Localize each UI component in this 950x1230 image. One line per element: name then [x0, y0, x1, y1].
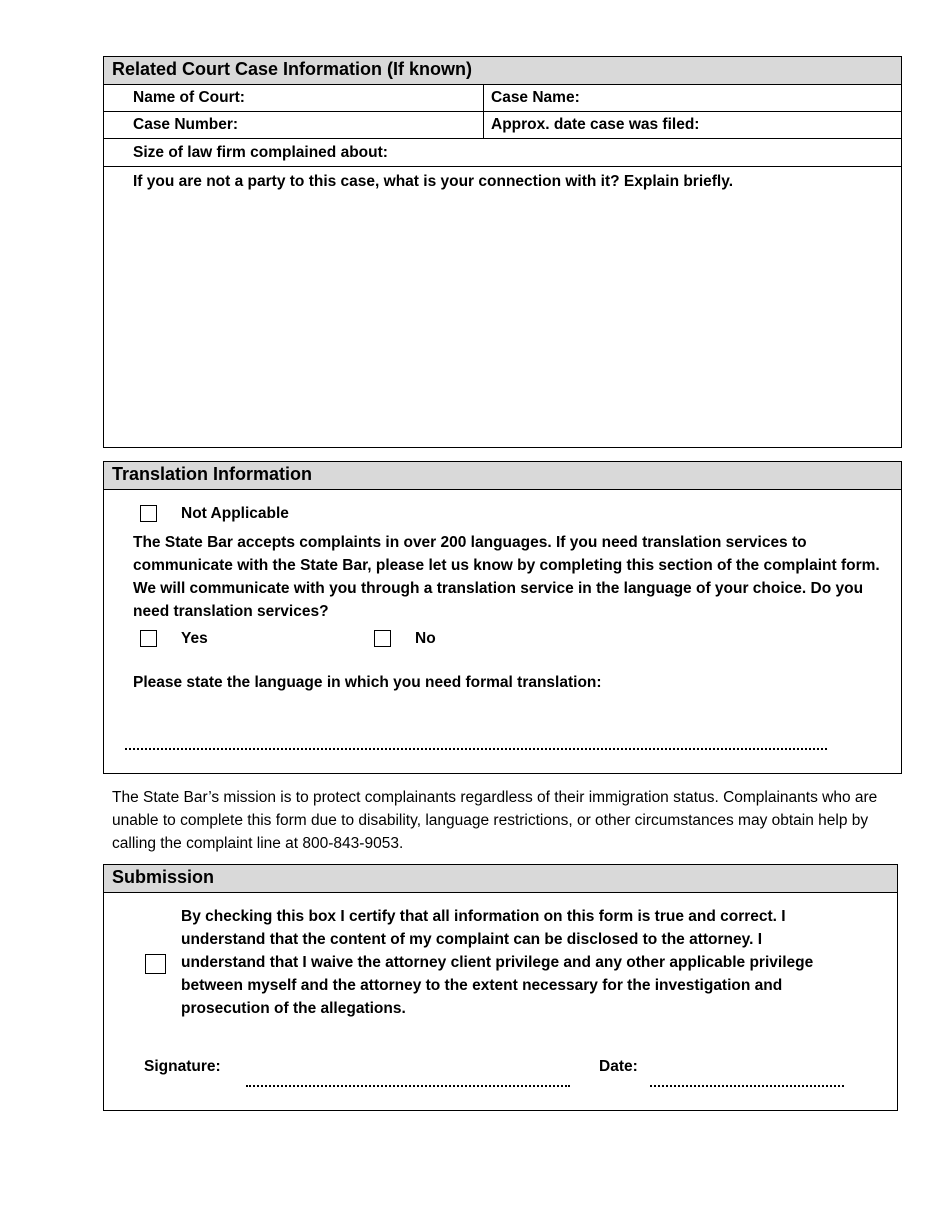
translation-section [103, 461, 902, 774]
no-label: No [415, 630, 436, 647]
submission-section [103, 864, 898, 1111]
translation-title: Translation Information [104, 462, 901, 490]
court-case-section [103, 56, 902, 448]
date-line[interactable] [650, 1085, 844, 1087]
yes-label: Yes [181, 630, 208, 647]
signature-line[interactable] [246, 1085, 570, 1087]
connection-label[interactable]: If you are not a party to this case, what is your connection with it? Explain briefly. [133, 173, 734, 190]
not-applicable-label: Not Applicable [181, 505, 289, 522]
no-checkbox[interactable] [374, 630, 391, 647]
not-applicable-checkbox[interactable] [140, 505, 157, 522]
certification-checkbox[interactable] [145, 954, 166, 974]
language-input-line[interactable] [125, 748, 827, 750]
submission-title: Submission [104, 865, 897, 893]
case-number-label[interactable]: Case Number: [133, 116, 239, 133]
court-case-title: Related Court Case Information (If known) [104, 57, 901, 85]
certification-text: By checking this box I certify that all information on this form is true and correct. I understand that the content of my complaint can be disclosed to the attorney. I understand that I waive the attorney client privilege and any other applicable privilege between myself and the attorney to the extent necessary for the investigation and prosecution of the allegations. [181, 908, 814, 1017]
yes-checkbox[interactable] [140, 630, 157, 647]
divider [104, 166, 901, 167]
date-filed-label[interactable]: Approx. date case was filed: [491, 116, 700, 133]
case-name-label[interactable]: Case Name: [491, 89, 580, 106]
name-of-court-label[interactable]: Name of Court: [133, 89, 245, 106]
language-label: Please state the language in which you need formal translation: [133, 674, 602, 691]
date-label: Date: [599, 1058, 638, 1075]
translation-description: The State Bar accepts complaints in over 200 languages. If you need translation services to communicate with the State Bar, please let us know by completing this section of the complaint form. We will communicate with you through a translation service in the language of your choice. Do you need translation services? [133, 534, 880, 620]
firm-size-label[interactable]: Size of law firm complained about: [133, 144, 388, 161]
divider [483, 85, 484, 138]
divider [104, 138, 901, 139]
mission-notice: The State Bar’s mission is to protect complainants regardless of their immigration status. Complainants who are unable to complete this form due to disability, language restrictions, or other circumstances may obtain help by calling the complaint line at 800-843-9053. [112, 789, 878, 852]
signature-label: Signature: [144, 1058, 221, 1075]
divider [104, 111, 901, 112]
